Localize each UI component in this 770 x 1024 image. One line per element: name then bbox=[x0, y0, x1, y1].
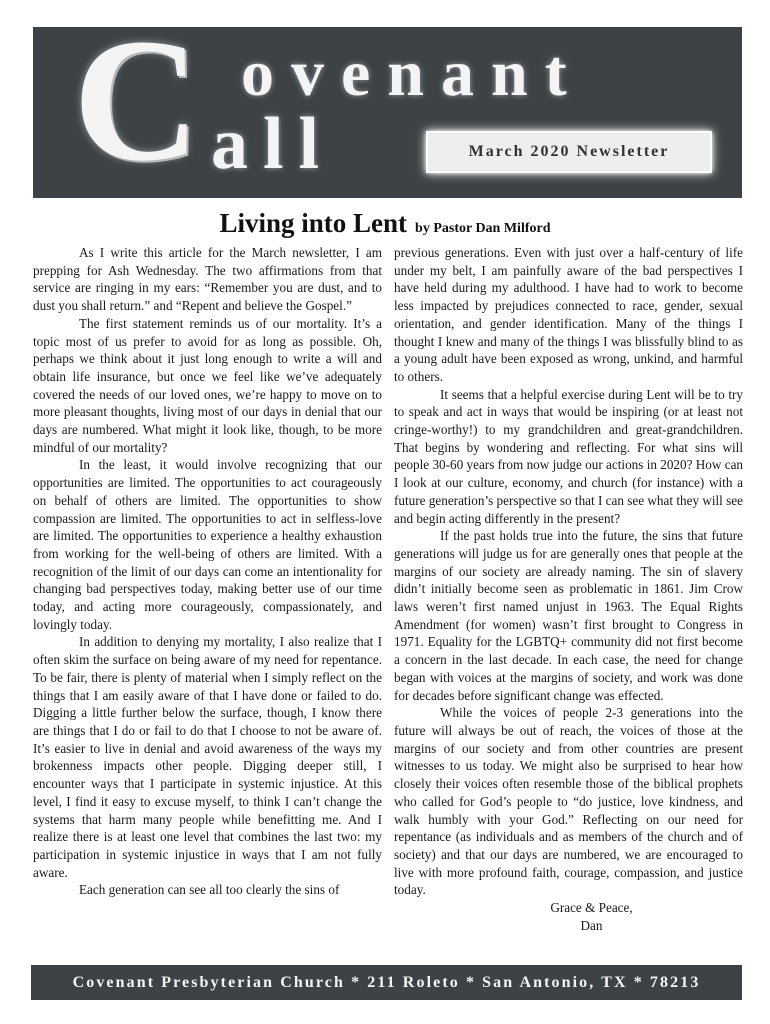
masthead-word-covenant: ovenant bbox=[241, 37, 584, 110]
article-paragraph: While the voices of people 2-3 generations into the future will always be out of reach, the voices of those at the margins of our society and from other countries are present witnesses to us today. We might also be surprised to hear how closely their voices often resemble those of the biblical prophets who called for God’s people to “do justice, love kindness, and walk humbly with your God.” Reflecting on our need for repentance (as individuals and as members of the church and of society) and that our days are numbered, we are encouraged to live with more profound faith, courage, compassion, and justice today. bbox=[394, 705, 743, 898]
masthead-letter-c: C bbox=[73, 27, 201, 198]
article-byline: by Pastor Dan Milford bbox=[415, 221, 551, 236]
article-paragraph: As I write this article for the March newsletter, I am prepping for Ash Wednesday. The two affirmations from that service are ringing in my ears: “Remember you are dust, and to dust you shall return.” and “Repent and believe the Gospel.” bbox=[33, 245, 382, 314]
issue-label: March 2020 Newsletter bbox=[426, 131, 712, 173]
footer-address: Covenant Presbyterian Church * 211 Roleto * San Antonio, TX * 78213 bbox=[31, 965, 742, 1000]
masthead-word-call: all bbox=[211, 103, 335, 185]
article-title: Living into Lent bbox=[219, 208, 408, 238]
article-heading bbox=[0, 208, 770, 239]
article-paragraph: In addition to denying my mortality, I also realize that I often skim the surface on being aware of my need for repentance. To be fair, there is plenty of material when I simply reflect on the things that I am easily aware of that I have done or failed to do. Digging a little further below the surface, though, I know there are things that I do or fail to do that I choose to not be aware of. It’s easier to live in denial and avoid awareness of the ways my brokenness impacts other people. Digging deeper still, I encounter ways that I participate in systemic injustice. At this level, I find it easy to excuse myself, to think I can’t change the systems that harm many people while benefitting me. And I realize there is at least one level that combines the last two: my participation in systemic injustice in ways that I am not fully aware. bbox=[33, 634, 382, 880]
closing-salutation: Grace & Peace, bbox=[550, 900, 633, 916]
article-paragraph: It seems that a helpful exercise during Lent will be to try to speak and act in ways that would be inspiring (or at least not cringe-worthy!) to my grandchildren and great-grandchildren. That begins by wondering and reflecting. For what sins will people 30-60 years from now judge our actions in 2020? How can I look at our culture, economy, and church (for instance) with a future generation’s perspective so that I can see what they will see and begin acting differently in the present? bbox=[394, 386, 744, 526]
signature: Dan bbox=[580, 917, 603, 933]
article-paragraph: Each generation can see all too clearly the sins of bbox=[79, 882, 340, 898]
article-paragraph: The first statement reminds us of our mortality. It’s a topic most of us prefer to avoid for as long as possible. Oh, perhaps we think about it just long enough to write a will and obtain life insurance, but once we feel like we’ve adequately covered the needs of our loved ones, we’re happy to move on to more pleasant thoughts, living most of our days in denial that our days are numbered. What might it look like, though, to be more mindful of our mortality? bbox=[33, 315, 382, 455]
article-paragraph: In the least, it would involve recognizing that our opportunities are limited. The opportunities to act courageously on behalf of others are limited. The opportunities to show compassion are limited. The opportunities to act in selfless-love are limited. The opportunities to experience a healthy exhaustion from working for the well-being of others are limited. With a recognition of the limit of our days can come an intentionality for changing bad perspectives today, making better use of our time today, and acting more courageously, compassionately, and lovingly today. bbox=[33, 457, 382, 632]
article-column-left bbox=[33, 244, 382, 899]
masthead-banner bbox=[33, 27, 742, 198]
article-column-right bbox=[394, 244, 743, 934]
article-paragraph: If the past holds true into the future, the sins that future generations will judge us for are generally ones that people at the margins of our society are already naming. The sin of slavery didn’t initially become seen as problematic in 1861. Jim Crow laws weren’t first named unjust in 1963. The Equal Rights Amendment (for women) wasn’t first brought to Congress in 1971. Equality for the LGBTQ+ community did not first become a concern in the last decade. In each case, the need for change began with voices at the margins of society, and work was done for decades before significant change was effected. bbox=[394, 528, 743, 703]
article-paragraph: previous generations. Even with just over a half-century of life under my belt, I am painfully aware of the bad perspectives I have held during my adulthood. I have had to work to become less impacted by prejudices connected to race, gender, sexual orientation, and gender identification. Many of the things I thought I knew and many of the things I was blissfully blind to as a young adult have been exposed as wrong, unkind, and harmful to others. bbox=[394, 245, 743, 384]
